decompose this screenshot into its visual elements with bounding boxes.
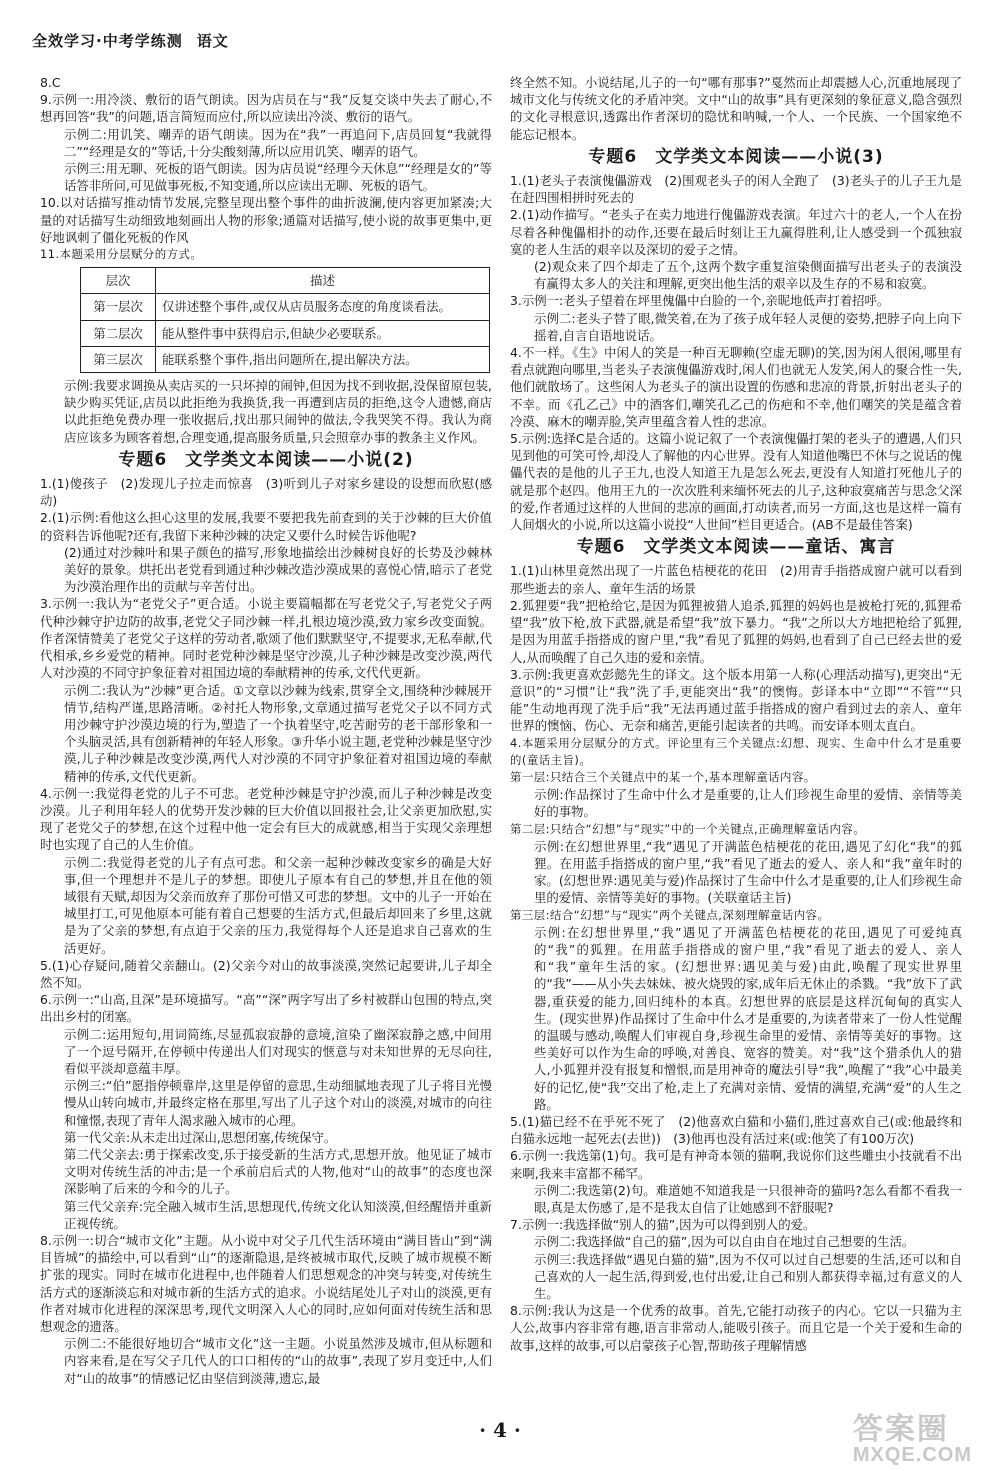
- level-table-header-level: 层次: [81, 268, 156, 294]
- answer-paragraph: 终全然不知。小说结尾,儿子的一句“哪有那事?”戛然而止却震撼人心,沉重地展现了城市文化与传统文化的矛盾冲突。文中“山的故事”具有更深刻的象征意义,隐含强烈的文化寻根意识,透露出作者深切的隐忧和呐喊,一个人、一个民族、一个国家绝不能忘记根本。: [510, 75, 962, 142]
- answer-paragraph: 8.示例一:切合“城市文化”主题。从小说中对父子几代生活环境由“满目皆山”到“满目皆城”的描绘中,可以看到“山”的逐渐隐退,是终被城市取代,反映了城市规模不断扩张的现实。同时在城市化进程中,也伴随着人们思想观念的冲突与转变,对传统生活方式的逐渐淡忘和对城市新的生活方式的追求。小说结尾处儿子对山的淡漠,更有作者对城市化进程的深深思考,现代文明深入人心的同时,应如何面对传统生活和思想观念的遗落。: [40, 1233, 492, 1335]
- answer-paragraph: 示例二:我选择做“自己的猫”,因为可以自由自在地过自己想要的生活。: [534, 1234, 915, 1250]
- answer-paragraph: 示例三:我选择做“遇见白猫的猫”,因为不仅可以过自己想要的生活,还可以和自己喜欢的人一起生活,得到爱,也付出爱,让自己和别人都获得幸福,过有意义的人生。: [534, 1251, 962, 1302]
- level-table: [80, 267, 490, 373]
- answer-paragraph: 8.示例:我认为这是一个优秀的故事。首先,它能打动孩子的内心。它以一只猫为主人公,故事内容非常有趣,语言非常动人,能吸引孩子。而且它是一个关于爱和生命的故事,这样的故事,可以启蒙孩子心智,帮助孩子理解情感: [510, 1303, 962, 1353]
- answer-paragraph: 6.示例一:我选第(1)句。我可是有神奇本领的猫啊,我说你们这些雕虫小技就看不出来啊,我来丰富都不稀罕。: [510, 1148, 962, 1181]
- level-name-cell: 第二层次: [81, 320, 156, 346]
- answer-paragraph: (2)观众来了四个却走了五个,这两个数字重复渲染侧面描写出老头子的表演没有赢得太多人的关注和理解,更突出他生活的艰辛以及生存的不易和寂寞。: [534, 259, 962, 292]
- answer-paragraph: 11.本题采用分层赋分的方式。: [40, 247, 203, 262]
- answer-paragraph: 6.示例一:“山高,且深”是环境描写。“高”“深”两字写出了乡村被群山包围的特点,突出出乡村的闭塞。: [40, 992, 492, 1025]
- answer-paragraph: 示例二:我认为“沙棘”更合适。①文章以沙棘为线索,贯穿全文,围绕种沙棘展开情节,结构严谨,思路清晰。②衬托人物形象,文章通过描写老党父子以不同方式用沙棘守护沙漠边境的行为,塑造了一个执着坚守,吃苦耐劳的老干部形象和一个头脑灵活,具有创新精神的年轻人形象。③升华小说主题,老党种沙棘是坚守沙漠,儿子种沙棘是改变沙漠,两代人对沙漠的不同守护象征着对祖国边境的奉献精神的传承,文代代更新。: [64, 682, 492, 784]
- answer-paragraph: 10.以对话描写推动情节发展,完整呈现出整个事件的曲折波澜,使内容更加紧凑;大量的对话描写生动细致地刻画出人物的形象;通篇对话描写,使小说的故事更集中,更好地讽刺了僵化死板的作风: [40, 195, 492, 245]
- level-table-row: [81, 346, 490, 372]
- answer-paragraph: 7.示例一:我选择做“别人的猫”,因为可以得到别人的爱。: [510, 1217, 816, 1233]
- level-table-row: [81, 320, 490, 346]
- answer-paragraph: 3.示例:我更喜欢彭懿先生的译文。这个版本用第一人称(心理活动描写),更突出“无意识”的“习惯”让“我”洗了手,更能突出“我”的懊悔。彭译本中“立即”“不管”“只能”生动地再现了洗手后“我”无法再通过蓝手指搭成的窗户看到过去的亲人、童年世界的懊恼、伤心、无奈和痛苦,更能引起读者的共鸣。而安译本则太直白。: [510, 666, 962, 734]
- answer-paragraph: 4.本题采用分层赋分的方式。评论里有三个关键点:幻想、现实、生命中什么才是重要的(童话主旨)。: [510, 735, 962, 767]
- watermark-logo-text: 答案圈: [852, 1413, 949, 1446]
- answer-paragraph: (2)通过对沙棘叶和果子颜色的描写,形象地描绘出沙棘树良好的长势及沙棘林美好的景象。烘托出老党看到通过种沙棘改造沙漠成果的喜悦心情,暗示了老党为沙漠治理作出的贡献与辛苦付出。: [64, 544, 492, 595]
- answer-paragraph: 2.狐狸要“我”把枪给它,是因为狐狸被猎人追杀,狐狸的妈妈也是被枪打死的,狐狸希望“我”放下枪,放下武器,就是希望“我”放下暴力。“我”之所以大方地把枪给了狐狸,是因为用蓝手指搭成的窗户里,“我”看见了狐狸的妈妈,也看到了自己已经去世的爱人,从而唤醒了自己久违的爱和亲情。: [510, 597, 962, 665]
- book-title: 全效学习·中考学练测: [32, 32, 183, 50]
- right-answers-continued: [510, 74, 962, 143]
- section-novel-2-answers: [40, 475, 492, 1387]
- answer-paragraph: 2.(1)示例:看他这么担心这里的发展,我要不要把我先前查到的关于沙棘的巨大价值的资料告诉他呢?还有,我留下来种沙棘的决定又要什么时候告诉他呢?: [40, 510, 492, 543]
- answer-paragraph: 4.示例一:我觉得老党的儿子不可悲。老党种沙棘是守护沙漠,而儿子种沙棘是改变沙漠。儿子利用年轻人的优势开发沙棘的巨大价值以回报社会,让父亲更加欣慰,实现了老党父子的梦想,在这个过程中他一定会有巨大的成就感,相当于实现父亲理想时也实现了自己的人生价值。: [40, 785, 492, 853]
- answer-paragraph: 5.(1)猫已经不在乎死不死了 (2)他喜欢白猫和小猫们,胜过喜欢自己(或:他最终和白猫永远地一起死去(去世)) (3)他再也没有活过来(或:他笑了有100万次): [510, 1113, 962, 1147]
- watermark-url: MXQE.COM: [852, 1444, 972, 1466]
- answer-paragraph: 示例二:我选第(2)句。难道她不知道我是一只很神奇的猫吗?怎么看都不看我一眼,真是太伤感了,是不是我太自信了让她感到不舒服呢?: [534, 1182, 962, 1215]
- level-table-header-row: [81, 268, 490, 294]
- answer-paragraph: 1.(1)山林里竟然出现了一片蓝色桔梗花的花田 (2)用青手指搭成窗户就可以看到那些逝去的亲人、童年生活的场景: [510, 563, 962, 596]
- answer-paragraph: 第三层:结合“幻想”与“现实”两个关键点,深刻理解童话内容。: [510, 907, 830, 922]
- answer-paragraph: 第一代父亲:从未走出过深山,思想闭塞,传统保守。: [64, 1129, 337, 1145]
- answer-paragraph: 示例二:不能很好地切合“城市文化”这一主题。小说虽然涉及城市,但从标题和内容来看,是在写父子几代人的口口相传的“山的故事”,表现了岁月变迁中,人们对“山的故事”的情感记忆由坚信到淡薄,遗忘,最: [64, 1336, 492, 1386]
- section-title-novel-3: 专题6 文学类文本阅读——小说(3): [588, 146, 884, 167]
- answer-paragraph: 2.(1)动作描写。“老头子在卖力地进行傀儡游戏表演。年过六十的老人,一个人在扮尽着各种傀儡相扑的动作,还要在最后时刻让王九赢得胜利,让人感受到一个孤独寂寞的老人生活的艰辛以及深切的爱子之情。: [510, 207, 962, 257]
- answer-paragraph: 第二层:只结合“幻想”与“现实”中的一个关键点,正确理解童话内容。: [510, 821, 866, 836]
- answer-paragraph: 示例二:我觉得老党的儿子有点可悲。和父亲一起种沙棘改变家乡的确是大好事,但一个理想并不是儿子的梦想。即使儿子原本有自己的梦想,并且在他的领域很有天赋,却因为父亲而放弃了那份可惜又可悲的梦想。文中的儿子一开始在城里打工,可见他原本可能有着自己想要的生活方式,但最后却回来了乡里,这就是为了父亲的梦想,有点迫于父亲的压力,我觉得每个人还是追求自己喜欢的生活更好。: [64, 854, 492, 956]
- answer-paragraph: 3.示例一:老头子望着在坪里傀儡中白脸的一个,亲昵地低声打着招呼。: [510, 293, 890, 309]
- section-novel-3-answers: [510, 172, 962, 533]
- answer-paragraph: 示例二:老头子替了眼,微笑着,在为了孩子成年轻人灵便的姿势,把脖子向上向下摇着,自言自语地说话。: [534, 310, 962, 343]
- answer-paragraph: 示例二:运用短句,用词简练,尽显孤寂寂静的意境,渲染了幽深寂静之感,中间用了一个逗号隔开,在停顿中传递出人们对现实的惬意与对未知世界的无尽向往,看似平淡却意蕴丰厚。: [64, 1026, 492, 1076]
- left-answers-before-table: [40, 74, 492, 263]
- level-description-cell: 仅讲述整个事件,或仅从店员服务态度的角度谈看法。: [156, 294, 490, 320]
- level-description-cell: 能从整件事中获得启示,但缺少必要联系。: [156, 320, 490, 346]
- left-column: [40, 74, 492, 1442]
- site-watermark: [853, 1404, 972, 1467]
- level-table-row: [81, 294, 490, 320]
- answer-paragraph: 第三代父亲弃:完全融入城市生活,思想现代,传统文化认知淡漠,但经醒悟并重新正视传统。: [64, 1198, 492, 1231]
- answer-paragraph: 5.(1)心存疑问,随着父亲翻山。(2)父亲今对山的故事淡漠,突然记起要讲,儿子却全然不知。: [40, 957, 492, 990]
- answer-paragraph: 示例:在幻想世界里,“我”遇见了开满蓝色桔梗花的花田,遇见了幻化“我”的狐狸。在用蓝手指搭成的窗户里,“我”看见了逝去的爱人、亲人和“我”童年时的家。(幻想世界:遇见美与爱)作品探讨了生命中什么才是重要的,让人们珍视生命里的爱情、亲情等美好的事物。(关联童话主旨): [534, 838, 962, 906]
- answer-paragraph: 1.(1)老头子表演傀儡游戏 (2)围观老头子的闲人全跑了 (3)老头子的儿子王九是在赶四围相拼时死去的: [510, 173, 962, 206]
- answer-paragraph: 5.示例:选择C是合适的。这篇小说记叙了一个表演傀儡打架的老头子的遭遇,人们只见到他的可笑可怜,却没人了解他的内心世界。没有人知道他嘴巴不休与之说话的傀儡代表的是他的儿子王九,也没人知道王九是怎么死去,更没有人知道打死他儿子的就是那个赵四。他用王九的一次次胜利来缅怀死去的儿子,这种寂寞痛苦与思念父深的爱,作者通过这样的人世间的悲凉的画面,打动读者,而另一方面,这也是这样一篇有人间烟火的小说,所以这篇小说投“人世间”栏目更适合。(AB不是最佳答案): [510, 431, 962, 533]
- left-answers-after-table: [40, 377, 492, 446]
- answer-paragraph: 示例:在幻想世界里,“我”遇见了开满蓝色桔梗花的花田,遇见了可爱纯真的“我”的狐狸。在用蓝手指搭成的窗户里,“我”看见了逝去的爱人、亲人和“我”童年生活的家。(幻想世界:遇见美与爱)由此,唤醒了现实世界里的“我”——从小失去妹妹、被火烧毁的家,成年后无休止的杀戮。“我”放下了武器,重获爱的能力,回归纯朴的本真。幻想世界的底层是这样沉甸甸的真实人生。(现实世界)作品探讨了生命中什么才是重要的,为读者带来了一份人性觉醒的温暖与感动,唤醒人们审视自身,珍视生命里的爱情、亲情等美好的事物。这些美好可以作为生命的呼唤,对善良、宽容的赞美。对“我”这个猎杀仇人的猎人,小狐狸并没有报复和憎恨,而是用神奇的魔法引导“我”,唤醒了“我”心中最美好的记忆,使“我”交出了枪,走上了充满对亲情、爱情的满望,充满“爱”的人生之路。: [534, 924, 962, 1112]
- answer-paragraph: 3.示例一:我认为“老党父子”更合适。小说主要篇幅都在写老党父子,写老党父子两代种沙棘守护边防的故事,老党父子同沙棘一样,扎根边境沙漠,致力家乡改变面貌。作者深情赞美了老党父子这样的劳动者,歌颂了他们默默坚守,不提要求,无私奉献,代代相承,乡乡爱党的精神。同时老党种沙棘是坚守沙漠,儿子种沙棘是改变沙漠,两代人对沙漠的不同守护象征着对祖国边境的奉献精神的传承,文代代更新。: [40, 596, 492, 681]
- answer-paragraph: 第一层:只结合三个关键点中的某一个,基本理解童话内容。: [510, 769, 816, 784]
- answer-paragraph: 示例二:用讥笑、嘲弄的语气朗读。因为在“我”一再追问下,店员回复“我就得二”“经理是女的”等话,十分尖酸刻薄,所以应用讥笑、嘲弄的语气。: [64, 126, 492, 159]
- page-number: · 4 ·: [479, 1418, 521, 1442]
- section-title-fairy-tale: 专题6 文学类文本阅读——童话、寓言: [576, 537, 896, 558]
- running-head: [32, 30, 229, 51]
- level-name-cell: 第一层次: [81, 294, 156, 320]
- section-title-novel-2: 专题6 文学类文本阅读——小说(2): [118, 449, 414, 470]
- answer-paragraph: 4.不一样。《生》中闲人的笑是一种百无聊赖(空虚无聊)的笑,因为闲人很闲,哪里有看点就跑向哪里,当老头子表演傀儡游戏时,闲人们也就无人发笑,闲人的聚合性一失,他们就散场了。这些闲人为老头子的演出设置的伤感和悲凉的背景,折射出老头子的不幸。而《孔乙己》中的酒客们,嘲笑孔乙己的伤疤和不幸,他们嘲笑的笑是蕴含着冷漠、麻木的嘲弄脸,笑声里蕴含着人性的悲凉。: [510, 345, 962, 429]
- level-table-header-desc: 描述: [156, 268, 490, 294]
- subject-label: 语文: [196, 32, 229, 50]
- answer-paragraph: 示例:作品探讨了生命中什么才是重要的,让人们珍视生命里的爱情、亲情等美好的事物。: [534, 787, 962, 820]
- answer-paragraph: 示例三:用无聊、死板的语气朗读。因为店员说“经理今天休息”“经理是女的”等话答非所问,可见做事死板,不知变通,所以应读出无聊、死板的语气。: [64, 161, 492, 194]
- answer-paragraph: 第二代父亲去:勇于探索改变,乐于接受新的生活方式,思想开放。他见证了城市文明对传统生活的冲击;是一个承前启后式的人物,他对“山的故事”的态度也深深影响了后来的今和今的儿子。: [64, 1146, 492, 1197]
- answer-paragraph: 示例三:“伯”愿指停顿靠岸,这里是停留的意思,生动细腻地表现了儿子将目光慢慢从山转向城市,并最终定格在那里,写出了儿子这个对山的淡漠,对城市的向往和憧憬,表现了青年人渴求融入城市的心理。: [64, 1078, 492, 1128]
- answer-paragraph: 9.示例一:用冷淡、敷衍的语气朗读。因为店员在与“我”反复交谈中失去了耐心,不想再回答“我”的问题,语言简短而应付,所以应读出冷淡、敷衍的语气。: [40, 92, 492, 125]
- answer-paragraph: 示例:我要求调换从卖店买的一只坏掉的闹钟,但因为找不到收据,没保留原包装,缺少购买凭证,店员以此拒绝为我换货,我一再遭到店员的拒绝,这令人遗憾,商店以此拒绝免费办理一张收据后,找出那只闹钟的做法,令我哭笑不得。我认为商店应该多为顾客着想,合理变通,提高服务质量,只会照章办事的教条主义作风。: [64, 378, 492, 445]
- section-fairy-tale-answers: [510, 562, 962, 1353]
- right-column: [510, 74, 962, 1442]
- level-description-cell: 能联系整个事件,指出问题所在,提出解决方法。: [156, 346, 490, 372]
- answer-paragraph: 8.C: [40, 75, 61, 90]
- level-name-cell: 第三层次: [81, 346, 156, 372]
- answer-paragraph: 1.(1)傻孩子 (2)发现儿子拉走而惊喜 (3)听到儿子对家乡建设的设想而欣慰(感动): [40, 476, 492, 509]
